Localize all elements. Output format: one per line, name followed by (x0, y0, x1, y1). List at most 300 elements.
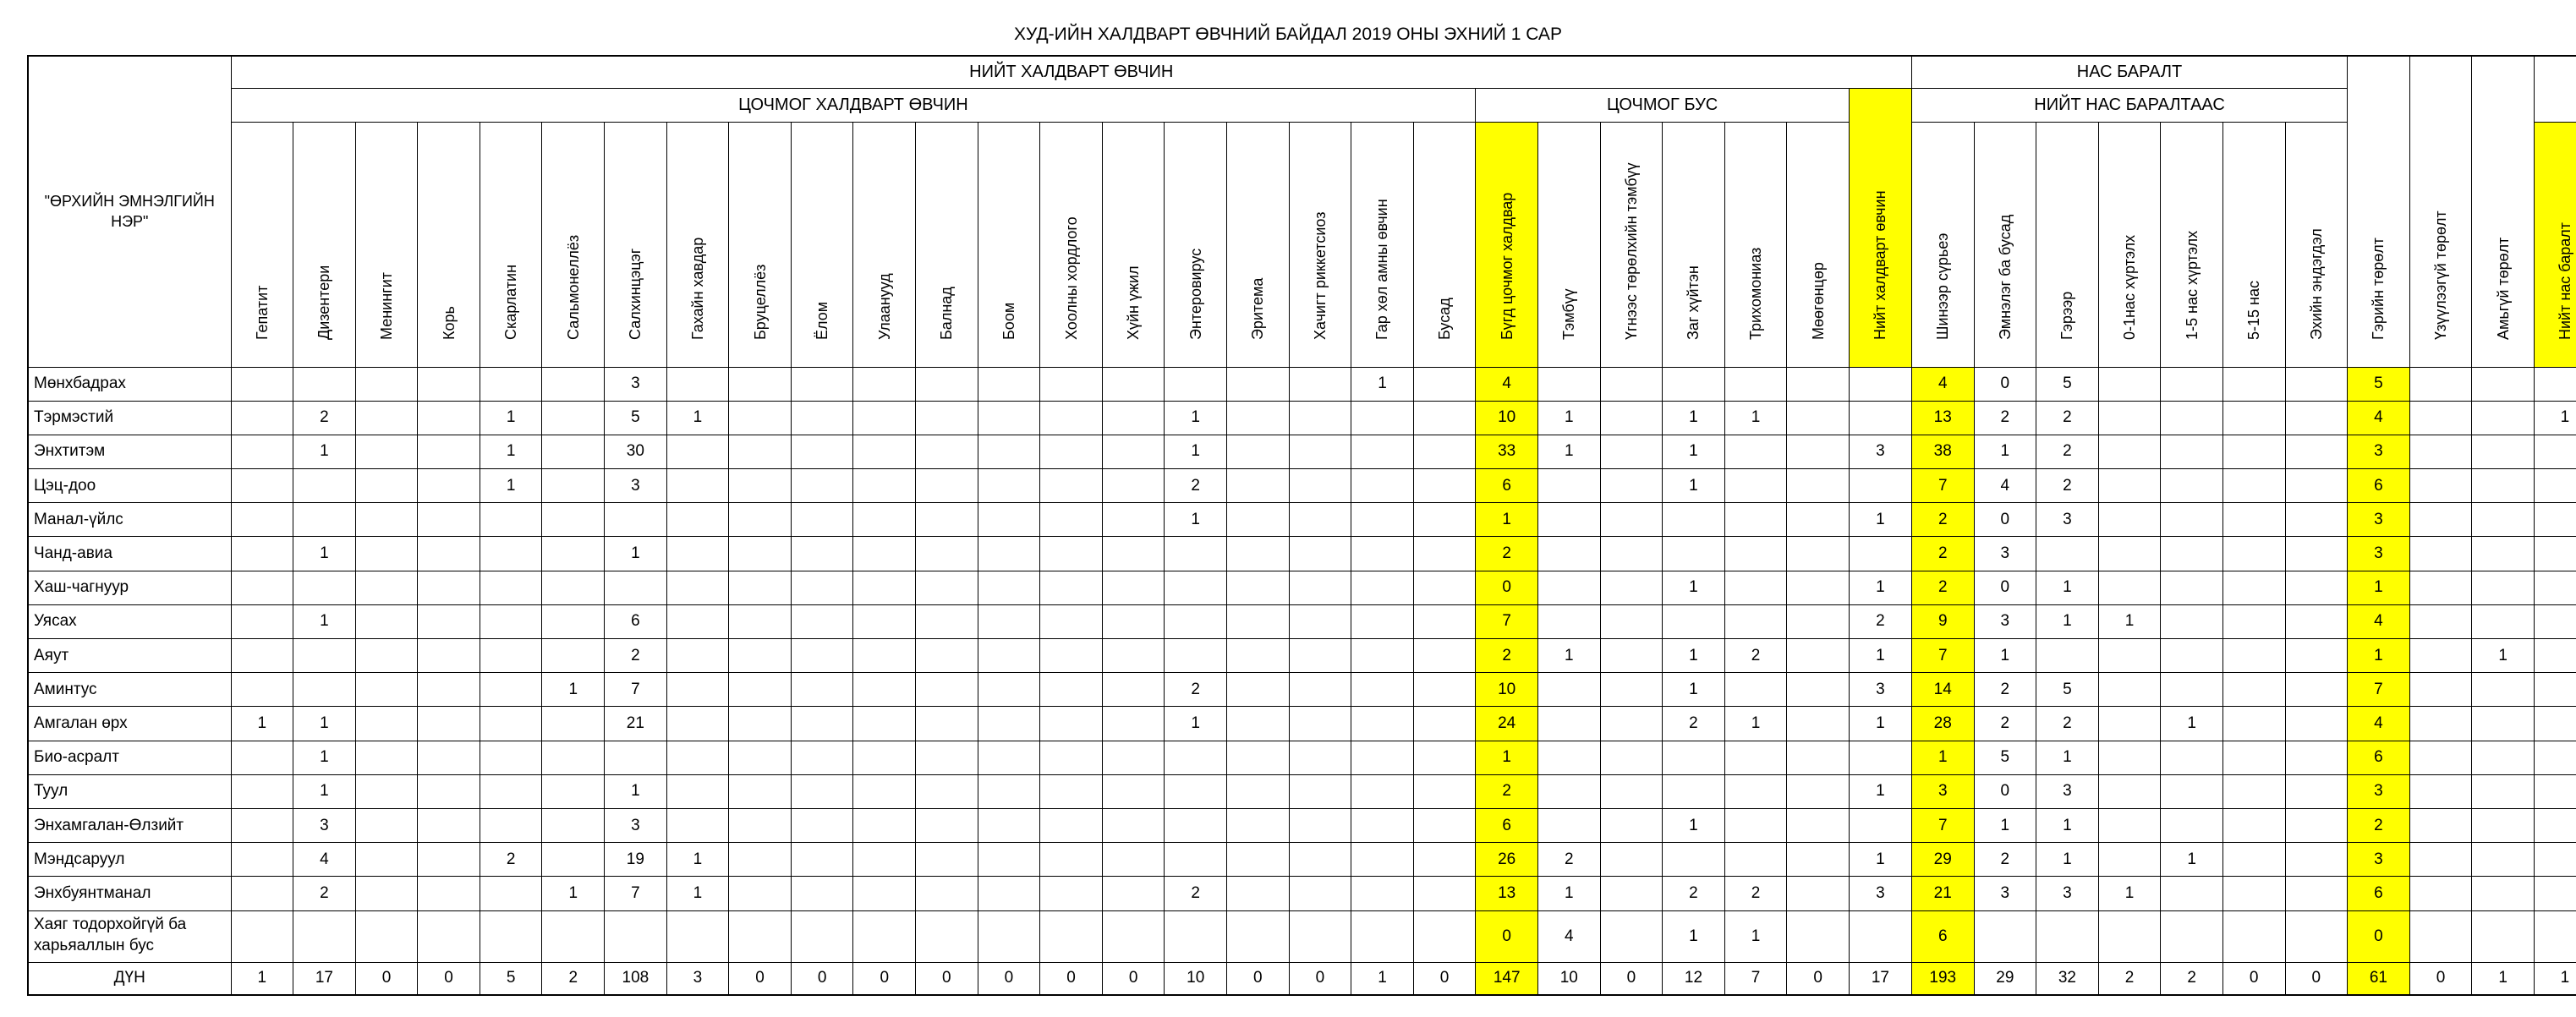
table-cell (2409, 774, 2472, 808)
infection-table (27, 55, 2576, 996)
table-cell: 2 (1911, 571, 1974, 604)
table-cell (1849, 469, 1911, 503)
table-cell (791, 604, 853, 638)
total-cell: 2 (2098, 962, 2161, 995)
table-cell (666, 367, 729, 401)
column-header (1911, 122, 1974, 367)
table-cell (916, 673, 978, 707)
table-cell (791, 843, 853, 877)
total-mortality-header: НИЙТ НАС БАРАЛТААС (1911, 88, 2347, 122)
table-cell (1849, 910, 1911, 962)
table-cell (1413, 401, 1476, 435)
table-cell (916, 401, 978, 435)
table-cell (2222, 537, 2285, 571)
table-cell (1663, 503, 1725, 537)
table-cell (1787, 639, 1850, 673)
table-cell (418, 571, 480, 604)
table-cell (1102, 503, 1165, 537)
table-cell: 7 (605, 877, 667, 910)
table-cell: 1 (2534, 401, 2576, 435)
table-cell (2472, 877, 2535, 910)
table-cell (729, 639, 792, 673)
table-cell (231, 910, 293, 962)
table-cell (1413, 537, 1476, 571)
table-cell (853, 808, 916, 842)
table-cell (666, 774, 729, 808)
table-cell: 2 (2036, 469, 2099, 503)
table-cell (1040, 571, 1103, 604)
table-cell (2098, 808, 2161, 842)
table-cell (418, 707, 480, 741)
table-cell (791, 469, 853, 503)
table-cell (480, 604, 542, 638)
table-cell (2222, 910, 2285, 962)
non-acute-header: ЦОЧМОГ БУС (1476, 88, 1850, 122)
table-cell: 2 (293, 401, 356, 435)
table-cell (729, 877, 792, 910)
column-header (916, 122, 978, 367)
table-cell (1600, 604, 1663, 638)
column-header (480, 122, 542, 367)
column-header (2285, 122, 2348, 367)
table-cell (2472, 843, 2535, 877)
table-cell (2161, 877, 2223, 910)
table-cell (791, 741, 853, 774)
table-cell: 1 (1537, 401, 1600, 435)
table-cell (1227, 808, 1290, 842)
table-cell: 0 (1974, 571, 2036, 604)
table-cell (1102, 435, 1165, 468)
table-row (28, 808, 2576, 842)
total-cell: 61 (2348, 962, 2410, 995)
table-cell (2472, 537, 2535, 571)
table-cell (1663, 537, 1725, 571)
total-row (28, 962, 2576, 995)
table-cell (1289, 843, 1351, 877)
table-cell (1849, 537, 1911, 571)
column-header-label: Хачигт риккетсиоз (1311, 211, 1329, 340)
table-cell: 1 (1537, 435, 1600, 468)
table-cell (853, 469, 916, 503)
document-title: ХУД-ИЙН ХАЛДВАРТ ӨВЧНИЙ БАЙДАЛ 2019 ОНЫ ЭХНИЙ 1 САР (1014, 25, 1562, 44)
column-header (418, 122, 480, 367)
total-cell: 0 (1040, 962, 1103, 995)
table-cell (231, 435, 293, 468)
table-row (28, 367, 2576, 401)
column-header (978, 122, 1040, 367)
column-header-label: Шинээр сүрьеэ (1934, 232, 1952, 340)
table-cell (2285, 877, 2348, 910)
column-header (666, 122, 729, 367)
table-cell: 19 (605, 843, 667, 877)
column-header-label: Бусад (1436, 297, 1454, 340)
table-cell: 6 (2348, 741, 2410, 774)
table-cell (1724, 571, 1787, 604)
total-cell: 5 (480, 962, 542, 995)
table-cell: 2 (293, 877, 356, 910)
table-cell: 2 (2036, 401, 2099, 435)
table-cell: 0 (1974, 774, 2036, 808)
table-cell (1787, 808, 1850, 842)
table-cell (1537, 469, 1600, 503)
table-cell: 1 (1724, 910, 1787, 962)
table-cell (2161, 774, 2223, 808)
table-cell: 1 (605, 537, 667, 571)
row-name: Манал-үйлс (28, 503, 231, 537)
column-header (1974, 122, 2036, 367)
table-cell (231, 673, 293, 707)
table-cell (2534, 435, 2576, 468)
table-cell (791, 401, 853, 435)
table-cell (2534, 673, 2576, 707)
table-cell (2285, 741, 2348, 774)
table-cell (791, 808, 853, 842)
table-cell (355, 604, 418, 638)
table-cell (978, 639, 1040, 673)
table-cell: 2 (1974, 673, 2036, 707)
table-cell: 2 (1476, 639, 1538, 673)
table-cell: 2 (1911, 503, 1974, 537)
table-cell (2409, 367, 2472, 401)
table-cell (1289, 401, 1351, 435)
table-cell (2409, 435, 2472, 468)
table-cell (355, 469, 418, 503)
total-cell: 0 (1102, 962, 1165, 995)
row-name: Чанд-авиа (28, 537, 231, 571)
table-cell (418, 435, 480, 468)
table-cell (853, 910, 916, 962)
table-cell (2222, 877, 2285, 910)
table-cell (1787, 401, 1850, 435)
table-cell (916, 808, 978, 842)
table-cell (1663, 843, 1725, 877)
total-cell: 1 (2534, 962, 2576, 995)
table-cell: 4 (293, 843, 356, 877)
table-cell (729, 604, 792, 638)
table-cell (1227, 469, 1290, 503)
total-infectious-header: НИЙТ ХАЛДВАРТ ӨВЧИН (231, 56, 1911, 88)
table-row (28, 435, 2576, 468)
table-cell (2161, 571, 2223, 604)
table-cell (2285, 367, 2348, 401)
table-cell (916, 367, 978, 401)
table-cell: 4 (2348, 401, 2410, 435)
table-cell (1227, 639, 1290, 673)
table-cell (1537, 707, 1600, 741)
table-cell (1040, 774, 1103, 808)
table-cell: 1 (1724, 401, 1787, 435)
table-cell (542, 843, 605, 877)
table-cell (791, 571, 853, 604)
table-cell (1102, 707, 1165, 741)
total-cell: 1 (2472, 962, 2535, 995)
table-cell: 1 (2036, 604, 2099, 638)
total-cell: 32 (2036, 962, 2099, 995)
table-cell (916, 877, 978, 910)
table-cell (1289, 604, 1351, 638)
table-cell (1537, 808, 1600, 842)
table-cell (2161, 639, 2223, 673)
total-cell: 17 (1849, 962, 1911, 995)
table-cell (480, 639, 542, 673)
table-cell (1600, 537, 1663, 571)
table-cell (729, 503, 792, 537)
table-cell (1787, 877, 1850, 910)
table-cell: 2 (1663, 707, 1725, 741)
table-cell (791, 910, 853, 962)
table-cell (355, 571, 418, 604)
table-cell: 38 (1911, 435, 1974, 468)
total-cell: 7 (1724, 962, 1787, 995)
column-header (1351, 122, 1414, 367)
table-cell (1289, 877, 1351, 910)
table-row (28, 537, 2576, 571)
table-cell (978, 808, 1040, 842)
table-cell (2098, 741, 2161, 774)
column-header (1413, 122, 1476, 367)
table-cell (2222, 401, 2285, 435)
table-cell: 4 (1974, 469, 2036, 503)
table-cell (2161, 503, 2223, 537)
table-cell: 1 (293, 435, 356, 468)
table-cell: 30 (605, 435, 667, 468)
table-cell (2285, 401, 2348, 435)
table-cell: 0 (1974, 503, 2036, 537)
table-cell (1413, 469, 1476, 503)
table-cell (2222, 741, 2285, 774)
table-cell (729, 401, 792, 435)
table-cell (1227, 707, 1290, 741)
column-header-label: Улаанууд (875, 272, 893, 340)
table-cell (1165, 537, 1227, 571)
table-cell: 3 (2348, 503, 2410, 537)
table-cell (2161, 673, 2223, 707)
table-cell (2285, 843, 2348, 877)
table-cell: 7 (1911, 469, 1974, 503)
table-cell (1227, 604, 1290, 638)
table-cell: 1 (666, 843, 729, 877)
table-cell (666, 639, 729, 673)
table-cell (978, 707, 1040, 741)
table-cell (355, 435, 418, 468)
table-cell (2534, 707, 2576, 741)
table-cell: 13 (1911, 401, 1974, 435)
table-cell (853, 639, 916, 673)
table-cell: 1 (666, 877, 729, 910)
table-cell (418, 673, 480, 707)
table-cell (355, 707, 418, 741)
table-cell (2534, 843, 2576, 877)
table-row (28, 401, 2576, 435)
table-cell (231, 401, 293, 435)
table-cell (1724, 503, 1787, 537)
table-cell (729, 435, 792, 468)
table-cell (1974, 910, 2036, 962)
table-cell (1040, 910, 1103, 962)
table-cell (1600, 469, 1663, 503)
table-cell (355, 774, 418, 808)
table-cell (1600, 639, 1663, 673)
table-cell (355, 673, 418, 707)
table-cell (480, 741, 542, 774)
table-cell (791, 639, 853, 673)
table-cell (2472, 435, 2535, 468)
table-cell: 24 (1476, 707, 1538, 741)
table-cell (1724, 741, 1787, 774)
table-cell: 3 (2348, 843, 2410, 877)
table-cell (1663, 604, 1725, 638)
table-cell: 7 (1911, 808, 1974, 842)
table-cell (355, 741, 418, 774)
column-header-label: Балнад (938, 286, 956, 340)
table-cell (666, 571, 729, 604)
table-cell (1849, 808, 1911, 842)
total-cell: 0 (2285, 962, 2348, 995)
table-cell (2098, 435, 2161, 468)
table-cell (853, 401, 916, 435)
table-cell: 2 (1165, 673, 1227, 707)
table-cell: 5 (2036, 367, 2099, 401)
table-cell (1227, 673, 1290, 707)
table-cell (418, 401, 480, 435)
table-cell (1227, 910, 1290, 962)
row-name: Мэндсаруул (28, 843, 231, 877)
table-cell: 4 (1476, 367, 1538, 401)
table-cell (1102, 843, 1165, 877)
table-cell (729, 367, 792, 401)
table-cell (1663, 741, 1725, 774)
table-cell (355, 808, 418, 842)
column-header-label: Менингит (377, 271, 395, 340)
column-header (1537, 122, 1600, 367)
table-cell (666, 707, 729, 741)
table-cell (853, 741, 916, 774)
column-header-label: Үзүүлээгүй төрөлт (2432, 210, 2450, 340)
table-cell (1724, 469, 1787, 503)
table-cell: 1 (1476, 503, 1538, 537)
column-header (1227, 122, 1290, 367)
table-cell (853, 503, 916, 537)
table-cell (729, 910, 792, 962)
table-cell (542, 774, 605, 808)
table-cell (542, 435, 605, 468)
table-cell (1040, 537, 1103, 571)
table-cell (1165, 367, 1227, 401)
table-cell (1040, 503, 1103, 537)
row-name: Уясах (28, 604, 231, 638)
table-cell (1351, 639, 1414, 673)
table-cell (2285, 571, 2348, 604)
table-cell (1724, 774, 1787, 808)
table-cell (1537, 741, 1600, 774)
table-cell (1413, 741, 1476, 774)
table-cell (666, 741, 729, 774)
table-cell: 7 (1911, 639, 1974, 673)
table-cell (2222, 367, 2285, 401)
table-cell: 28 (1911, 707, 1974, 741)
table-cell (1165, 843, 1227, 877)
column-header (1663, 122, 1725, 367)
row-name: Туул (28, 774, 231, 808)
table-cell (1787, 673, 1850, 707)
table-cell (1787, 367, 1850, 401)
table-cell: 2 (1537, 843, 1600, 877)
table-cell (1165, 910, 1227, 962)
column-header-label: Гэрийн төрөлт (2370, 237, 2387, 340)
table-cell (1102, 808, 1165, 842)
table-cell: 3 (2036, 503, 2099, 537)
table-cell: 6 (605, 604, 667, 638)
table-cell (978, 774, 1040, 808)
table-cell (231, 877, 293, 910)
table-cell (542, 367, 605, 401)
row-name: Хаяг тодорхойгүй ба харьяаллын бус (28, 910, 231, 962)
table-row (28, 469, 2576, 503)
column-header-label: Хүйн үжил (1125, 265, 1143, 340)
total-cell: 1 (231, 962, 293, 995)
table-cell: 2 (1476, 774, 1538, 808)
table-cell (1724, 808, 1787, 842)
table-cell (231, 843, 293, 877)
table-cell (2222, 604, 2285, 638)
table-cell (1849, 401, 1911, 435)
total-cell: 0 (1289, 962, 1351, 995)
table-cell: 6 (1476, 469, 1538, 503)
table-cell (916, 469, 978, 503)
table-cell (293, 571, 356, 604)
table-cell (2409, 808, 2472, 842)
table-cell (418, 843, 480, 877)
table-cell (1351, 571, 1414, 604)
table-cell (1600, 571, 1663, 604)
table-cell (853, 537, 916, 571)
column-header (605, 122, 667, 367)
table-cell (2409, 503, 2472, 537)
column-header-label: Үгнээс төрөлхийн тэмбүү (1622, 161, 1640, 340)
table-cell (729, 673, 792, 707)
table-cell (1165, 808, 1227, 842)
table-cell (1413, 910, 1476, 962)
table-cell (916, 843, 978, 877)
total-cell: 108 (605, 962, 667, 995)
table-cell: 6 (1476, 808, 1538, 842)
table-cell (853, 774, 916, 808)
total-cell: 0 (355, 962, 418, 995)
table-cell (1102, 401, 1165, 435)
table-cell (2036, 910, 2099, 962)
table-cell (418, 367, 480, 401)
table-cell (2534, 808, 2576, 842)
table-cell (1351, 469, 1414, 503)
table-cell: 29 (1911, 843, 1974, 877)
column-header (853, 122, 916, 367)
table-cell (1289, 673, 1351, 707)
table-cell: 1 (1663, 469, 1725, 503)
table-cell (853, 843, 916, 877)
table-cell (2222, 808, 2285, 842)
total-cell: 0 (1787, 962, 1850, 995)
table-cell (418, 741, 480, 774)
table-cell (2098, 537, 2161, 571)
table-cell (729, 741, 792, 774)
table-cell (1040, 367, 1103, 401)
table-cell (231, 367, 293, 401)
table-cell: 1 (2348, 639, 2410, 673)
table-cell (1351, 673, 1414, 707)
table-cell (1351, 537, 1414, 571)
table-cell (1227, 401, 1290, 435)
table-cell: 1 (1663, 808, 1725, 842)
